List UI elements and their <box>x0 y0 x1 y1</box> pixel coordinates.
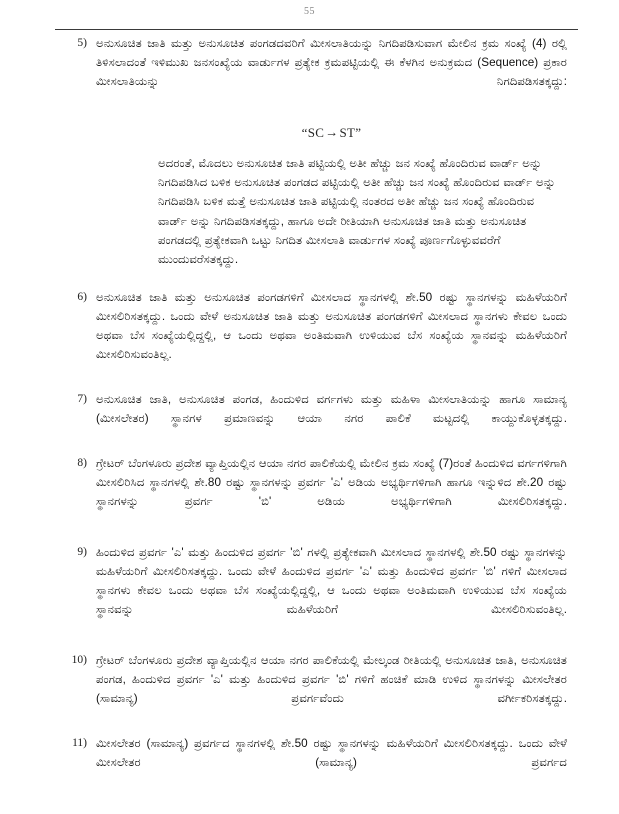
document-body <box>62 34 567 798</box>
list-item-7 <box>62 390 567 447</box>
list-item-paragraph: ಮೀಸಲೇತರ (ಸಾಮಾನ್ಯ) ಪ್ರವರ್ಗದ ಸ್ಥಾನಗಳಲ್ಲಿ ಶೇ.50 ರಷ್ಟು ಸ್ಥಾನಗಳನ್ನು ಮಹಿಳೆಯರಿಗೆ ಮೀಸಲಿರಿಸತಕ್ಕದ್ದು. ಒಂದು ವೇಳೆ ಮೀಸಲೇತರ (ಸಾಮಾನ್ಯ) ಪ್ರವರ್ಗದ <box>96 737 567 770</box>
list-item-paragraph: ಅನುಸೂಚಿತ ಜಾತಿ ಮತ್ತು ಅನುಸೂಚಿತ ಪಂಗಡಗಳಿಗೆ ಮೀಸಲಾದ ಸ್ಥಾನಗಳಲ್ಲಿ ಶೇ.50 ರಷ್ಟು ಸ್ಥಾನಗಳನ್ನು ಮಹಿಳೆಯರಿಗೆ ಮೀಸಲಿರಿಸತಕ್ಕದ್ದು. ಒಂದು ವೇಳೆ ಅನುಸೂಚಿತ ಜಾತಿ ಮತ್ತು ಅನುಸೂಚಿತ ಪಂಗಡಗಳಿಗೆ ಮೀಸಲಾದ ಸ್ಥಾನಗಳು ಕೇವಲ ಒಂದು ಅಥವಾ ಬೆಸ ಸಂಖ್ಯೆಯಲ್ಲಿದ್ದಲ್ಲಿ, ಆ ಒಂದು ಅಥವಾ ಅಂತಿಮವಾಗಿ ಉಳಿಯುವ ಬೆಸ ಸಂಖ್ಯೆಯ ಸ್ಥಾನವನ್ನು ಮಹಿಳೆಯರಿಗೆ ಮೀಸಲಿರಿಸುವಂತಿಲ್ಲ. <box>96 291 567 362</box>
item-5-inner-block <box>96 154 567 269</box>
list-item-number: 10) <box>71 654 87 667</box>
list-item-number: 11) <box>72 737 87 750</box>
list-item-6 <box>62 288 567 383</box>
list-item-body <box>96 543 567 638</box>
callout-open-quote: “ <box>301 125 308 140</box>
list-item-body <box>96 390 567 447</box>
right-arrow-icon: → <box>325 124 339 140</box>
list-item-body <box>96 734 567 791</box>
callout-left-label: SC <box>307 125 325 140</box>
callout-close-quote: ” <box>355 125 362 140</box>
list-item-paragraph: ಅನುಸೂಚಿತ ಜಾತಿ, ಅನುಸೂಚಿತ ಪಂಗಡ, ಹಿಂದುಳಿದ ವರ್ಗಗಳು ಮತ್ತು ಮಹಿಳಾ ಮೀಸಲಾತಿಯನ್ನು ಹಾಗೂ ಸಾಮಾನ್ಯ (ಮೀಸಲೇತರ) ಸ್ಥಾನಗಳ ಪ್ರಮಾಣವನ್ನು ಆಯಾ ನಗರ ಪಾಲಿಕೆ ಮಟ್ಟದಲ್ಲಿ ಕಾಯ್ದುಕೊಳ್ಳತಕ್ಕದ್ದು. <box>96 393 567 426</box>
list-item-body <box>96 454 567 530</box>
page-number: 55 <box>304 6 315 17</box>
list-item-body <box>96 288 567 383</box>
list-item-9 <box>62 543 567 638</box>
list-item-number: 9) <box>77 546 87 559</box>
callout-right-label: ST <box>339 125 356 140</box>
list-item-body <box>96 651 567 727</box>
list-item-number: 8) <box>77 457 87 470</box>
list-item-paragraph: ಗ್ರೇಟರ್ ಬೆಂಗಳೂರು ಪ್ರದೇಶ ವ್ಯಾಪ್ತಿಯಲ್ಲಿನ ಆಯಾ ನಗರ ಪಾಲಿಕೆಯಲ್ಲಿ ಮೇಲಿನ ಕ್ರಮ ಸಂಖ್ಯೆ (7)ರಂತೆ ಹಿಂದುಳಿದ ವರ್ಗಗಳಿಗಾಗಿ ಮೀಸಲಿರಿಸಿದ ಸ್ಥಾನಗಳಲ್ಲಿ ಶೇ.80 ರಷ್ಟು ಸ್ಥಾನಗಳನ್ನು ಪ್ರವರ್ಗ 'ಎ' ಅಡಿಯ ಅಭ್ಯರ್ಥಿಗಳಿಗಾಗಿ ಹಾಗೂ ಇನ್ನುಳಿದ ಶೇ.20 ರಷ್ಟು ಸ್ಥಾನಗಳನ್ನು ಪ್ರವರ್ಗ 'ಬಿ' ಅಡಿಯ ಅಭ್ಯರ್ಥಿಗಳಿಗಾಗಿ ಮೀಸಲಿರಿಸತಕ್ಕದ್ದು. <box>96 457 567 509</box>
list-item-5 <box>62 34 567 281</box>
list-item-body <box>96 34 567 281</box>
list-item-paragraph: ಗ್ರೇಟರ್ ಬೆಂಗಳೂರು ಪ್ರದೇಶ ವ್ಯಾಪ್ತಿಯಲ್ಲಿನ ಆಯಾ ನಗರ ಪಾಲಿಕೆಯಲ್ಲಿ ಮೇಲ್ಕಂಡ ರೀತಿಯಲ್ಲಿ ಅನುಸೂಚಿತ ಜಾತಿ, ಅನುಸೂಚಿತ ಪಂಗಡ, ಹಿಂದುಳಿದ ಪ್ರವರ್ಗ 'ಎ' ಮತ್ತು ಹಿಂದುಳಿದ ಪ್ರವರ್ಗ 'ಬಿ' ಗಳಿಗೆ ಹಂಚಿಕೆ ಮಾಡಿ ಉಳಿದ ಸ್ಥಾನಗಳನ್ನು ಮೀಸಲೇತರ (ಸಾಮಾನ್ಯ) ಪ್ರವರ್ಗವೆಂದು ವರ್ಗೀಕರಿಸತಕ್ಕದ್ದು. <box>96 654 567 706</box>
list-item-paragraph: ಅನುಸೂಚಿತ ಜಾತಿ ಮತ್ತು ಅನುಸೂಚಿತ ಪಂಗಡದವರಿಗೆ ಮೀಸಲಾತಿಯನ್ನು ನಿಗದಿಪಡಿಸುವಾಗ ಮೇಲಿನ ಕ್ರಮ ಸಂಖ್ಯೆ (4) ರಲ್ಲಿ ತಿಳಿಸಲಾದಂತೆ ಇಳಿಮುಖ ಜನಸಂಖ್ಯೆಯ ವಾರ್ಡುಗಳ ಪ್ರತ್ಯೇಕ ಕ್ರಮಪಟ್ಟಿಯಲ್ಲಿ ಈ ಕೆಳಗಿನ ಅನುಕ್ರಮದ (Sequence) ಪ್ರಕಾರ ಮೀಸಲಾತಿಯನ್ನು ನಿಗದಿಪಡಿಸತಕ್ಕದ್ದು: <box>96 37 567 88</box>
list-item-number: 6) <box>77 291 87 304</box>
list-item-paragraph: ಹಿಂದುಳಿದ ಪ್ರವರ್ಗ 'ಎ' ಮತ್ತು ಹಿಂದುಳಿದ ಪ್ರವರ್ಗ 'ಬಿ' ಗಳಲ್ಲಿ ಪ್ರತ್ಯೇಕವಾಗಿ ಮೀಸಲಾದ ಸ್ಥಾನಗಳಲ್ಲಿ ಶೇ.50 ರಷ್ಟು ಸ್ಥಾನಗಳನ್ನು ಮಹಿಳೆಯರಿಗೆ ಮೀಸಲಿರಿಸತಕ್ಕದ್ದು. ಒಂದು ವೇಳೆ ಹಿಂದುಳಿದ ಪ್ರವರ್ಗ 'ಎ' ಮತ್ತು ಹಿಂದುಳಿದ ಪ್ರವರ್ಗ 'ಬಿ' ಗಳಿಗೆ ಮೀಸಲಾದ ಸ್ಥಾನಗಳು ಕೇವಲ ಒಂದು ಅಥವಾ ಬೆಸ ಸಂಖ್ಯೆಯಲ್ಲಿದ್ದಲ್ಲಿ, ಆ ಒಂದು ಅಥವಾ ಅಂತಿಮವಾಗಿ ಉಳಿಯುವ ಬೆಸ ಸಂಖ್ಯೆಯ ಸ್ಥಾನವನ್ನು ಮಹಿಳೆಯರಿಗೆ ಮೀಸಲಿರಿಸುವಂತಿಲ್ಲ. <box>96 546 567 617</box>
list-item-10 <box>62 651 567 727</box>
list-item-11 <box>62 734 567 791</box>
list-item-8 <box>62 454 567 530</box>
item-5-inner-paragraph: ಅದರಂತೆ, ಮೊದಲು ಅನುಸೂಚಿತ ಜಾತಿ ಪಟ್ಟಿಯಲ್ಲಿ ಅತೀ ಹೆಚ್ಚು ಜನ ಸಂಖ್ಯೆ ಹೊಂದಿರುವ ವಾರ್ಡ್ ಅನ್ನು ನಿಗದಿಪಡಿಸಿದ ಬಳಿಕ ಅನುಸೂಚಿತ ಪಂಗಡದ ಪಟ್ಟಿಯಲ್ಲಿ ಅತೀ ಹೆಚ್ಚು ಜನ ಸಂಖ್ಯೆ ಹೊಂದಿರುವ ವಾರ್ಡ್ ಅನ್ನು ನಿಗದಿಪಡಿಸಿ ಬಳಿಕ ಮತ್ತೆ ಅನುಸೂಚಿತ ಜಾತಿ ಪಟ್ಟಿಯಲ್ಲಿ ನಂತರದ ಅತೀ ಹೆಚ್ಚು ಜನ ಸಂಖ್ಯೆ ಹೊಂದಿರುವ ವಾರ್ಡ್ ಅನ್ನು ನಿಗದಿಪಡಿಸತಕ್ಕದ್ದು, ಹಾಗೂ ಅದೇ ರೀತಿಯಾಗಿ ಅನುಸೂಚಿತ ಜಾತಿ ಮತ್ತು ಅನುಸೂಚಿತ ಪಂಗಡದಲ್ಲಿ ಪ್ರತ್ಯೇಕವಾಗಿ ಒಟ್ಟು ನಿಗದಿತ ಮೀಸಲಾತಿ ವಾರ್ಡುಗಳ ಸಂಖ್ಯೆ ಪೂರ್ಣಗೊಳ್ಳುವವರೆಗೆ ಮುಂದುವರೆಸತಕ್ಕದ್ದು. <box>158 157 556 267</box>
header-rule <box>55 29 578 30</box>
sc-st-callout <box>96 123 567 143</box>
list-item-number: 7) <box>77 393 87 406</box>
list-item-number: 5) <box>77 37 87 49</box>
